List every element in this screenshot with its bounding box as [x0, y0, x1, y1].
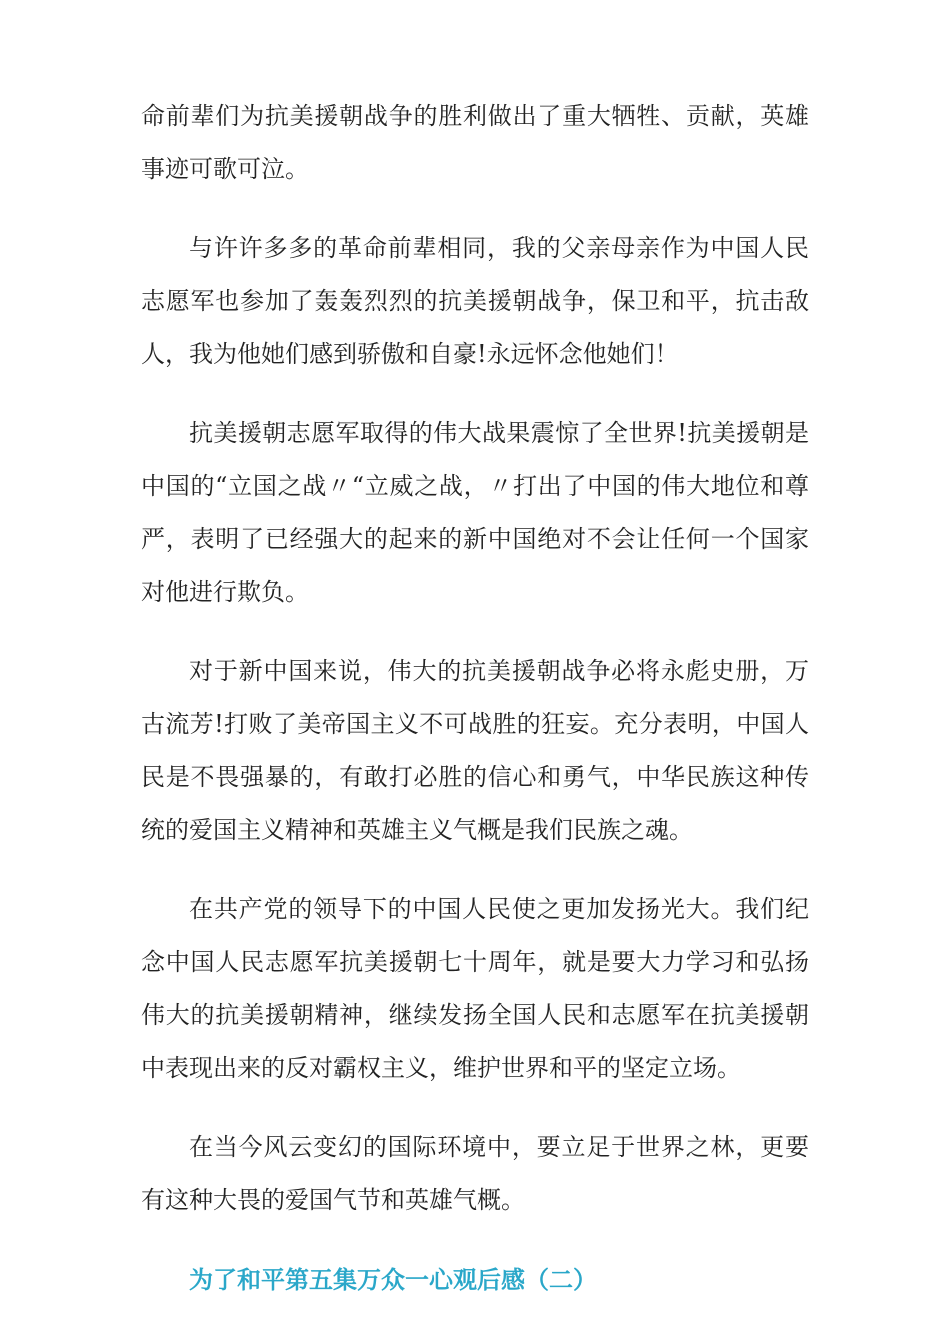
- paragraph-party-leadership: 在共产党的领导下的中国人民使之更加发扬光大。我们纪念中国人民志愿军抗美援朝七十周年，就是要大力学习和弘扬伟大的抗美援朝精神，继续发扬全国人民和志愿军在抗美援朝中表现出来的反对霸权主义，维护世界和平的坚定立场。: [141, 895, 809, 1082]
- paragraph-parents-volunteers: 与许许多多的革命前辈相同，我的父亲母亲作为中国人民志愿军也参加了轰轰烈烈的抗美援朝战争，保卫和平，抗击敌人，我为他她们感到骄傲和自豪!永远怀念他她们！: [141, 234, 809, 368]
- paragraph-international-environment: 在当今风云变幻的国际环境中，要立足于世界之林，更要有这种大畏的爱国气节和英雄气概。: [141, 1133, 809, 1214]
- paragraph-new-china: 对于新中国来说，伟大的抗美援朝战争必将永彪史册，万古流芳!打败了美帝国主义不可战胜的狂妄。充分表明，中国人民是不畏强暴的，有敢打必胜的信心和勇气，中华民族这种传统的爱国主义精神和英雄主义气概是我们民族之魂。: [141, 657, 809, 844]
- paragraph-continuation: 命前辈们为抗美援朝战争的胜利做出了重大牺牲、贡献，英雄事迹可歌可泣。: [141, 102, 809, 183]
- document-body: [141, 90, 809, 1306]
- section-heading: 为了和平第五集万众一心观后感（二）: [189, 1265, 597, 1294]
- paragraph-great-victory: 抗美援朝志愿军取得的伟大战果震惊了全世界!抗美援朝是中国的“立国之战〃“立威之战，〃打出了中国的伟大地位和尊严，表明了已经强大的起来的新中国绝对不会让任何一个国家对他进行欺负。: [141, 419, 809, 606]
